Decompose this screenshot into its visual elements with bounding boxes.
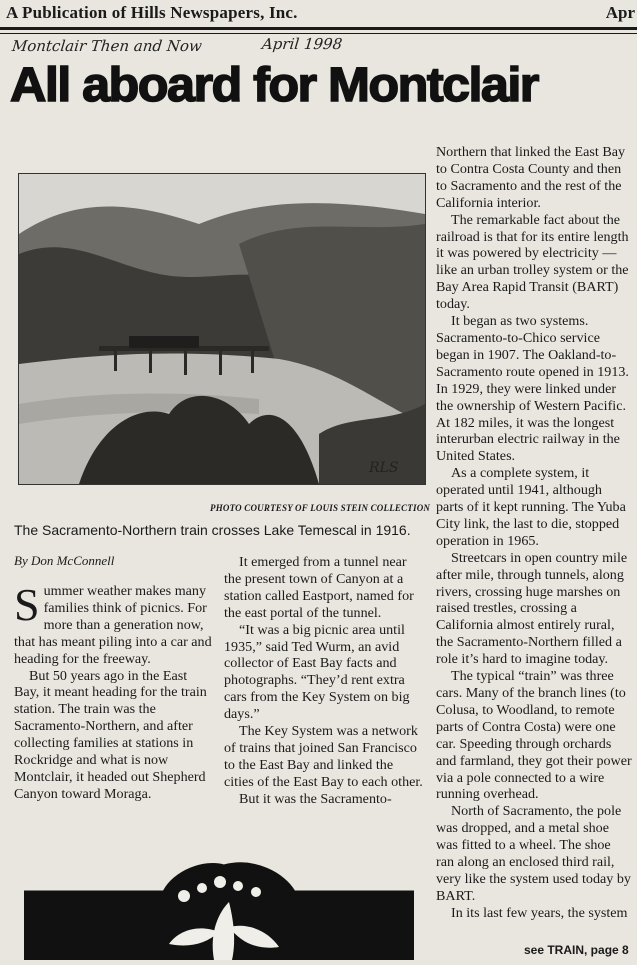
paragraph: But it was the Sacramento- xyxy=(239,790,392,807)
paragraph: As a complete system, it operated until 1941, although parts of it kept running. The Yuba City link, the last to die, stopped operation in 1965. xyxy=(436,465,626,549)
continued-jump-line: see TRAIN, page 8 xyxy=(524,943,629,957)
paragraph: The remarkable fact about the railroad is that for its entire length it was powered by electricity — like an urban trolley system or the Bay Area Rapid Transit (BART) today. xyxy=(436,211,629,313)
article-column-2 xyxy=(224,554,424,808)
paragraph: North of Sacramento, the pole was dropped, and a metal shoe was fitted to a wheel. The shoe ran along an enclosed third rail, very like the system used today by BART. xyxy=(436,803,631,904)
masthead xyxy=(0,0,637,30)
headline: All aboard for Montclair xyxy=(10,59,538,112)
publication-name: A Publication of Hills Newspapers, Inc. xyxy=(6,3,298,22)
paragraph: The Key System was a network of trains that joined San Francisco to the East Bay and linked the cities of the East Bay to each other. xyxy=(224,723,423,790)
handwritten-date: April 1998 xyxy=(261,35,344,53)
train-photo xyxy=(18,173,426,485)
photo-caption: The Sacramento-Northern train crosses Lake Temescal in 1916. xyxy=(14,522,411,538)
photo-signature: RLS xyxy=(369,460,399,476)
masthead-rule xyxy=(0,27,637,30)
paragraph: It emerged from a tunnel near the present town of Canyon at a station called Eastport, named for the east portal of the tunnel. xyxy=(224,554,414,621)
article-column-1 xyxy=(14,579,214,803)
byline: By Don McConnell xyxy=(14,553,115,568)
article-column-3 xyxy=(436,144,632,922)
issue-month: Apr xyxy=(605,3,635,22)
lake-temescal-photo-illustration xyxy=(19,174,425,484)
paragraph: Northern that linked the East Bay to Contra Costa County and then to Sacramento and the rest of the California interior. xyxy=(436,144,626,211)
masthead-rule-thin xyxy=(0,33,637,34)
floral-ornament-icon xyxy=(14,852,426,960)
photo-credit: PHOTO COURTESY OF LOUIS STEIN COLLECTION xyxy=(210,503,431,513)
paragraph: But 50 years ago in the East Bay, it meant heading for the train station. The train was the Sacramento-Northern, and after collecting families at stations in Rockridge and what is now Montclair, it headed out Shepherd Canyon toward Moraga. xyxy=(14,667,207,802)
paragraph: Streetcars in open country mile after mile, through tunnels, along rivers, crossing huge marshes on raised trestles, crossing a California almost entirely rural, the Sacramento-Northern filled a role it’s hard to imagine today. xyxy=(436,549,628,668)
handwritten-note: Montclair Then and Now xyxy=(11,37,203,55)
paragraph: ummer weather makes many families think of picnics. For more than a generation now, that has meant piling into a car and heading for the freeway. xyxy=(14,583,212,667)
drop-cap: S xyxy=(14,579,40,630)
paragraph: The typical “train” was three cars. Many of the branch lines (to Colusa, to Woodland, to remote parts of Contra Costa) were one car. Speeding through orchards and farmland, they got their power via a pole connected to a wire running overhead. xyxy=(436,668,632,803)
paragraph: It began as two systems. Sacramento-to-Chico service began in 1907. The Oakland-to-Sacramento route opened in 1913. In 1929, they were linked under the ownership of Western Pacific. At 182 miles, it was the longest interurban electric railway in the United States. xyxy=(436,313,629,465)
paragraph: “It was a big picnic area until 1935,” said Ted Wurm, an avid collector of East Bay facts and photographs. “They’d rent extra cars from the Key System on big days.” xyxy=(224,621,410,723)
paragraph: In its last few years, the system xyxy=(451,904,628,921)
